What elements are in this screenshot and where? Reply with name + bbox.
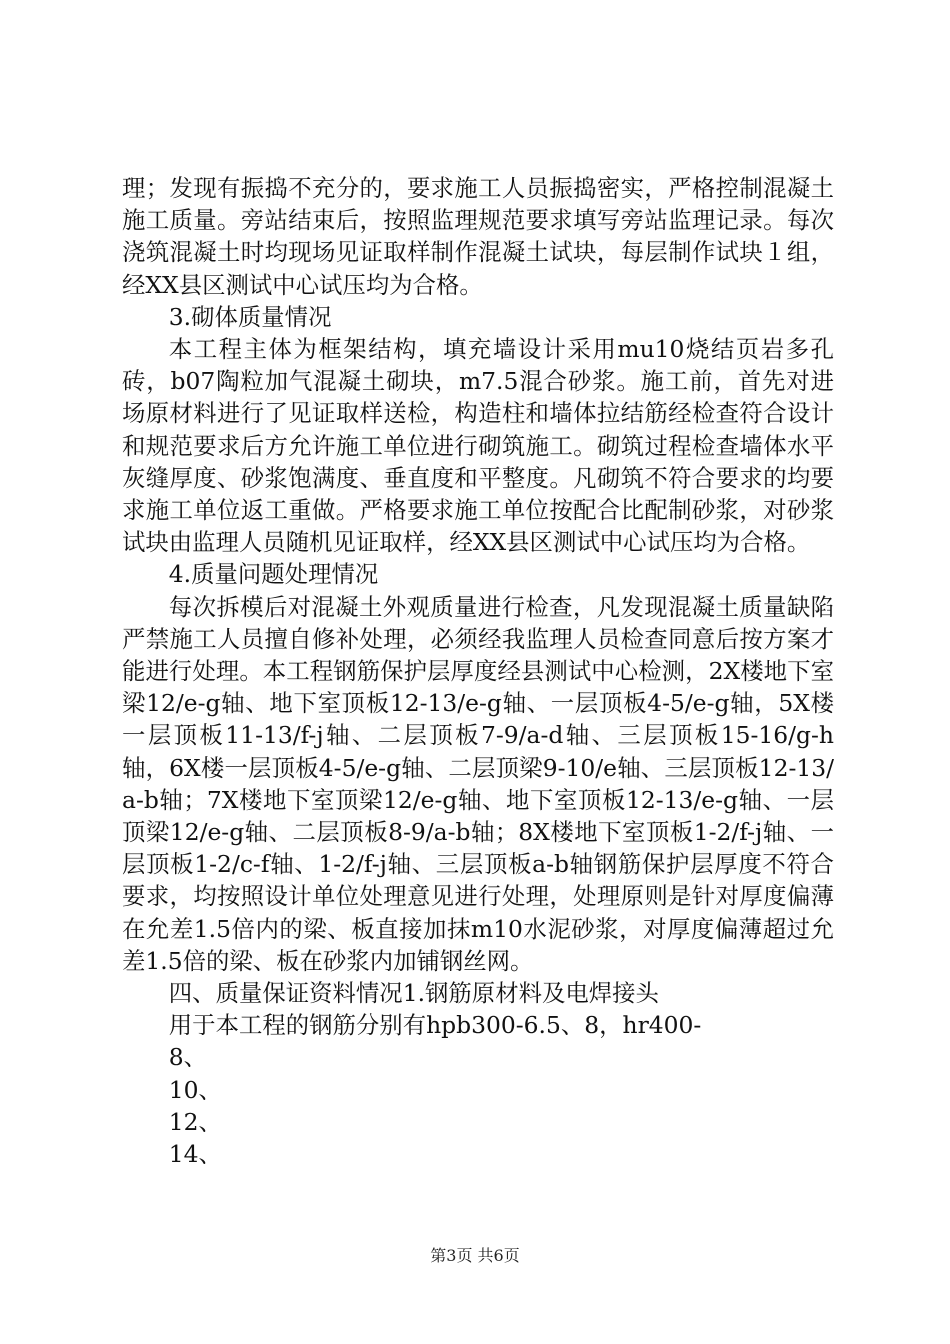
heading-masonry-quality: 3.砌体质量情况 xyxy=(168,302,332,331)
heading-quality-issues: 4.质量问题处理情况 xyxy=(168,560,379,589)
document-body xyxy=(122,172,834,1170)
paragraph-rebar-types: 用于本工程的钢筋分别有hpb300-6.5、8，hr400- xyxy=(168,1011,702,1040)
list-item: 10、 xyxy=(168,1075,222,1104)
list-item: 14、 xyxy=(168,1140,222,1169)
paragraph-masonry-quality: 本工程主体为框架结构，填充墙设计采用mu10烧结页岩多孔砖，b07陶粒加气混凝土砌块，m7.5混合砂浆。施工前，首先对进场原材料进行了见证取样送检，构造柱和墙体拉结筋经检查符合设计和规范要求后方允许施工单位进行砌筑施工。砌筑过程检查墙体水平灰缝厚度、砂浆饱满度、垂直度和平整度。凡砌筑不符合要求的均要求施工单位返工重做。严格要求施工单位按配合比配制砂浆，对砂浆试块由监理人员随机见证取样，经XX县区测试中心试压均为合格。 xyxy=(122,335,834,557)
paragraph-quality-issues: 每次拆模后对混凝土外观质量进行检查，凡发现混凝土质量缺陷严禁施工人员擅自修补处理，必须经我监理人员检查同意后按方案才能进行处理。本工程钢筋保护层厚度经县测试中心检测，2X楼地下室梁12/e-g轴、地下室顶板12-13/e-g轴、一层顶板4-5/e-g轴，5X楼一层顶板11-13/f-j轴、二层顶板7-9/a-d轴、三层顶板15-16/g-h轴，6X楼一层顶板4-5/e-g轴、二层顶梁9-10/e轴、三层顶板12-13/a-b轴；7X楼地下室顶梁12/e-g轴、地下室顶板12-13/e-g轴、一层顶梁12/e-g轴、二层顶板8-9/a-b轴；8X楼地下室顶板1-2/f-j轴、一层顶板1-2/c-f轴、1-2/f-j轴、三层顶板a-b轴钢筋保护层厚度不符合要求，均按照设计单位处理意见进行处理，处理原则是针对厚度偏薄在允差1.5倍内的梁、板直接加抹m10水泥砂浆，对厚度偏薄超过允差1.5倍的梁、板在砂浆内加铺钢丝网。 xyxy=(122,592,835,975)
page-footer: 第3页 共6页 xyxy=(430,1246,520,1265)
heading-quality-assurance-docs: 四、质量保证资料情况1.钢筋原材料及电焊接头 xyxy=(168,979,659,1008)
list-item: 12、 xyxy=(168,1107,222,1136)
paragraph-concrete-continuation: 理；发现有振捣不充分的，要求施工人员振捣密实，严格控制混凝土施工质量。旁站结束后，按照监理规范要求填写旁站监理记录。每次浇筑混凝土时均现场见证取样制作混凝土试块，每层制作试块１组，经XX县区测试中心试压均为合格。 xyxy=(122,174,834,299)
list-item: 8、 xyxy=(168,1043,208,1072)
